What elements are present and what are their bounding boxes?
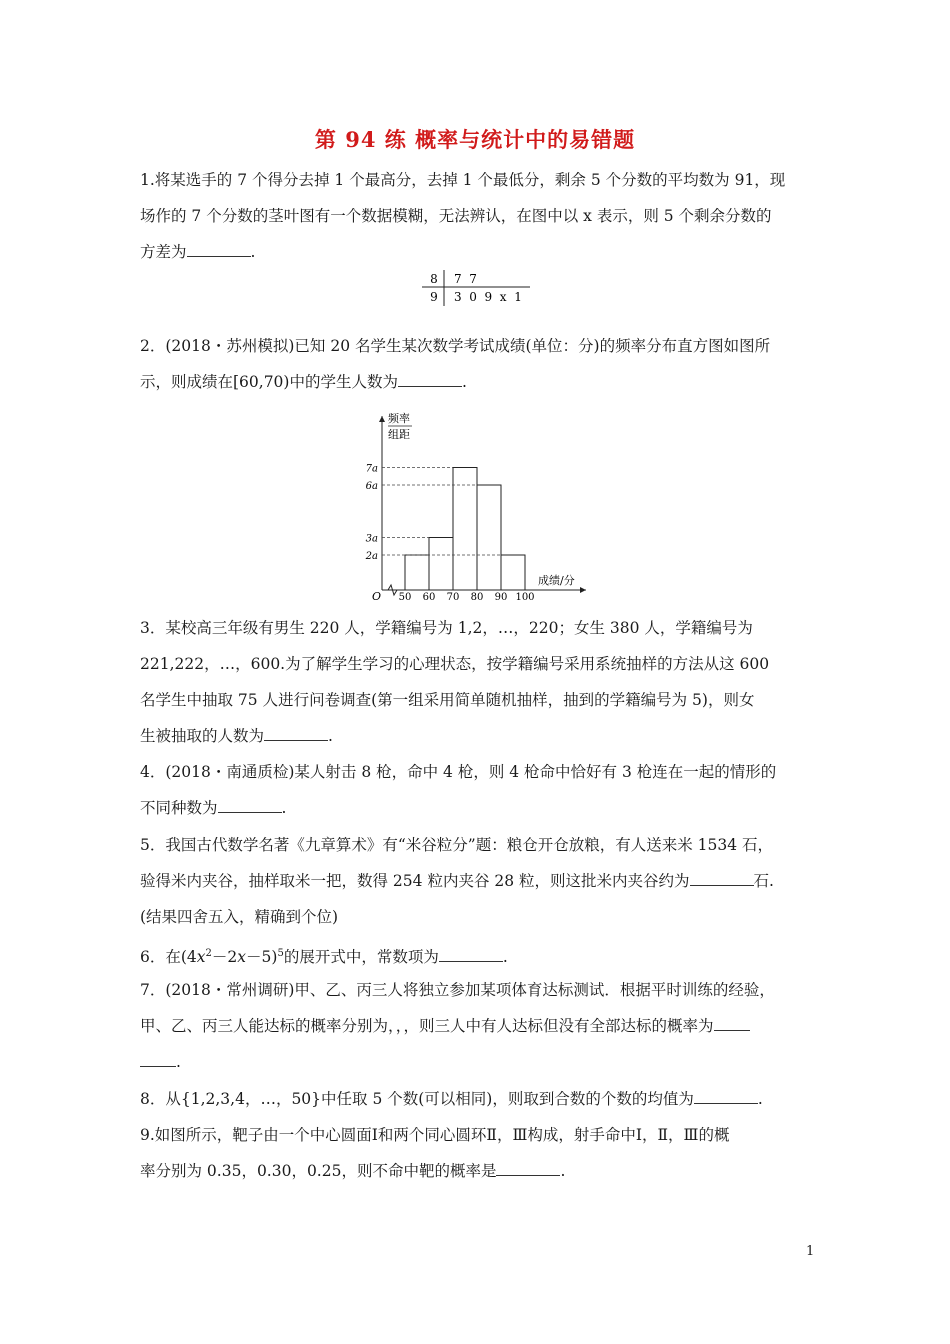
q4-line2-text: 不同种数为 — [140, 799, 218, 817]
answer-blank[interactable] — [694, 1085, 758, 1104]
page-title: 第 94 练 概率与统计中的易错题 — [314, 127, 636, 152]
q1-line3-text: 方差为 — [140, 243, 187, 261]
answer-blank[interactable] — [398, 368, 462, 387]
q6-line1 — [140, 936, 816, 975]
question-3 — [140, 610, 816, 754]
question-7 — [140, 972, 816, 1080]
q8-line1-text: 8．从{1,2,3,4，…，50}中任取 5 个数(可以相同)，则取到合数的个数的均值为 — [140, 1090, 694, 1108]
q1-end: . — [250, 243, 256, 261]
q9-line1: 9.如图所示，靶子由一个中心圆面Ⅰ和两个同心圆环Ⅱ，Ⅲ构成，射手命中Ⅰ，Ⅱ，Ⅲ的概 — [140, 1126, 730, 1144]
q8-end: . — [757, 1090, 763, 1108]
x-tick-label-70: 70 — [446, 592, 460, 600]
answer-blank-continued[interactable] — [140, 1048, 176, 1067]
q2-line1: 2．(2018・苏州模拟)已知 20 名学生某次数学考试成绩(单位：分)的频率分布直方图如图所 — [140, 337, 771, 355]
histogram-bar-4 — [501, 555, 525, 590]
q5-line2-text: 验得米内夹谷，抽样取米一把，数得 254 粒内夹谷 28 粒，则这批米内夹谷约为 — [140, 872, 690, 890]
q6-pre: 6．在(4 — [140, 948, 197, 967]
question-4 — [140, 754, 816, 826]
q4-end: . — [281, 799, 287, 817]
q3-line1: 3．某校高三年级有男生 220 人，学籍编号为 1,2，…，220；女生 380 人，学籍编号为 — [140, 619, 753, 637]
q6-exp2: 5 — [277, 948, 284, 959]
stem-9: 9 — [430, 290, 438, 304]
q1-line2: 场作的 7 个分数的茎叶图有一个数据模糊，无法辨认，在图中以 x 表示，则 5 个剩余分数的 — [140, 207, 772, 225]
answer-blank[interactable] — [714, 1012, 750, 1031]
y-label-top: 频率 — [388, 412, 410, 425]
origin-label: O — [372, 590, 382, 600]
q9-end: . — [560, 1162, 566, 1180]
answer-blank[interactable] — [187, 238, 251, 257]
q5-line2-end: 石. — [753, 872, 774, 890]
q1-line3 — [140, 234, 816, 270]
q6-var2: x — [237, 948, 247, 967]
q4-line2 — [140, 790, 816, 826]
q6-mid: －2 — [211, 948, 238, 967]
y-tick-label-2a: 2a — [365, 551, 378, 562]
histogram-bar-0 — [405, 555, 429, 590]
y-tick-label-7a: 7a — [365, 463, 378, 475]
q3-end: . — [328, 727, 333, 745]
histogram-bar-3 — [477, 485, 501, 590]
question-8 — [140, 1081, 816, 1117]
q7-line1: 7．(2018・常州调研)甲、乙、丙三人将独立参加某项体育达标测试．根据平时训练的经验， — [140, 981, 775, 999]
q7-line2 — [140, 1008, 816, 1044]
y-tick-label-6a: 6a — [365, 481, 378, 492]
leaves-8: 7 7 — [454, 272, 477, 286]
x-tick-label-60: 60 — [422, 592, 436, 600]
x-axis-arrow — [580, 587, 586, 593]
q2-line2 — [140, 364, 816, 400]
q3-line3: 名学生中抽取 75 人进行问卷调查(第一组采用简单随机抽样，抽到的学籍编号为 5)，则女 — [140, 691, 755, 709]
q3-line2: 221,222，…，600.为了解学生学习的心理状态，按学籍编号采用系统抽样的方法从这 600 — [140, 655, 770, 673]
x-tick-label-90: 90 — [494, 592, 508, 600]
stem-8: 8 — [430, 272, 438, 286]
q4-line1: 4．(2018・南通质检)某人射击 8 枪，命中 4 枪，则 4 枪命中恰好有 3 枪连在一起的情形的 — [140, 763, 777, 781]
q3-line4-text: 生被抽取的人数为 — [140, 727, 265, 745]
question-6 — [140, 936, 816, 975]
q7-line2-text: 甲、乙、丙三人能达标的概率分别为，，，则三人中有人达标但没有全部达标的概率为 — [140, 1017, 714, 1035]
q7-line3 — [140, 1044, 816, 1080]
answer-blank[interactable] — [690, 867, 754, 886]
frequency-histogram — [358, 408, 598, 600]
q5-line1: 5．我国古代数学名著《九章算术》有“米谷粒分”题：粮仓开仓放粮，有人送来米 1534 石， — [140, 836, 774, 854]
answer-blank[interactable] — [218, 794, 282, 813]
histogram-bar-1 — [429, 538, 453, 591]
histogram-bar-2 — [453, 468, 477, 591]
q6-var1: x — [196, 948, 206, 967]
q6-end: . — [502, 948, 508, 967]
question-9 — [140, 1117, 816, 1189]
q5-line2 — [140, 863, 816, 899]
q2-line2-text: 示，则成绩在[60,70)中的学生人数为 — [140, 373, 398, 391]
x-axis-label: 成绩/分 — [538, 574, 575, 587]
q8-line1 — [140, 1081, 816, 1117]
stem-leaf-plot — [418, 268, 538, 308]
question-1 — [140, 162, 816, 270]
x-tick-label-100: 100 — [515, 592, 535, 600]
leaves-9: 3 0 9 x 1 — [454, 290, 522, 304]
q7-end: . — [176, 1053, 181, 1071]
answer-blank[interactable] — [439, 943, 503, 962]
answer-blank[interactable] — [264, 722, 328, 741]
q6-tail: 的展开式中，常数项为 — [283, 948, 439, 967]
q6-post: －5) — [246, 948, 278, 967]
q2-end: . — [461, 373, 467, 391]
question-5 — [140, 827, 816, 935]
q9-line2 — [140, 1153, 816, 1189]
y-tick-label-3a: 3a — [365, 533, 378, 545]
page-number: 1 — [806, 1244, 815, 1259]
x-tick-label-80: 80 — [470, 592, 484, 600]
question-2 — [140, 328, 816, 400]
q6-exp1: 2 — [205, 948, 212, 959]
q5-line3: (结果四舍五入，精确到个位) — [140, 908, 339, 926]
y-axis-arrow — [379, 416, 385, 422]
answer-blank[interactable] — [496, 1157, 560, 1176]
x-tick-label-50: 50 — [398, 592, 412, 600]
q9-line2-text: 率分别为 0.35，0.30，0.25，则不命中靶的概率是 — [140, 1162, 497, 1180]
y-label-bottom: 组距 — [388, 428, 410, 441]
q1-line1: 1.将某选手的 7 个得分去掉 1 个最高分，去掉 1 个最低分，剩余 5 个分数的平均数为 91，现 — [140, 171, 786, 189]
q3-line4 — [140, 718, 816, 754]
